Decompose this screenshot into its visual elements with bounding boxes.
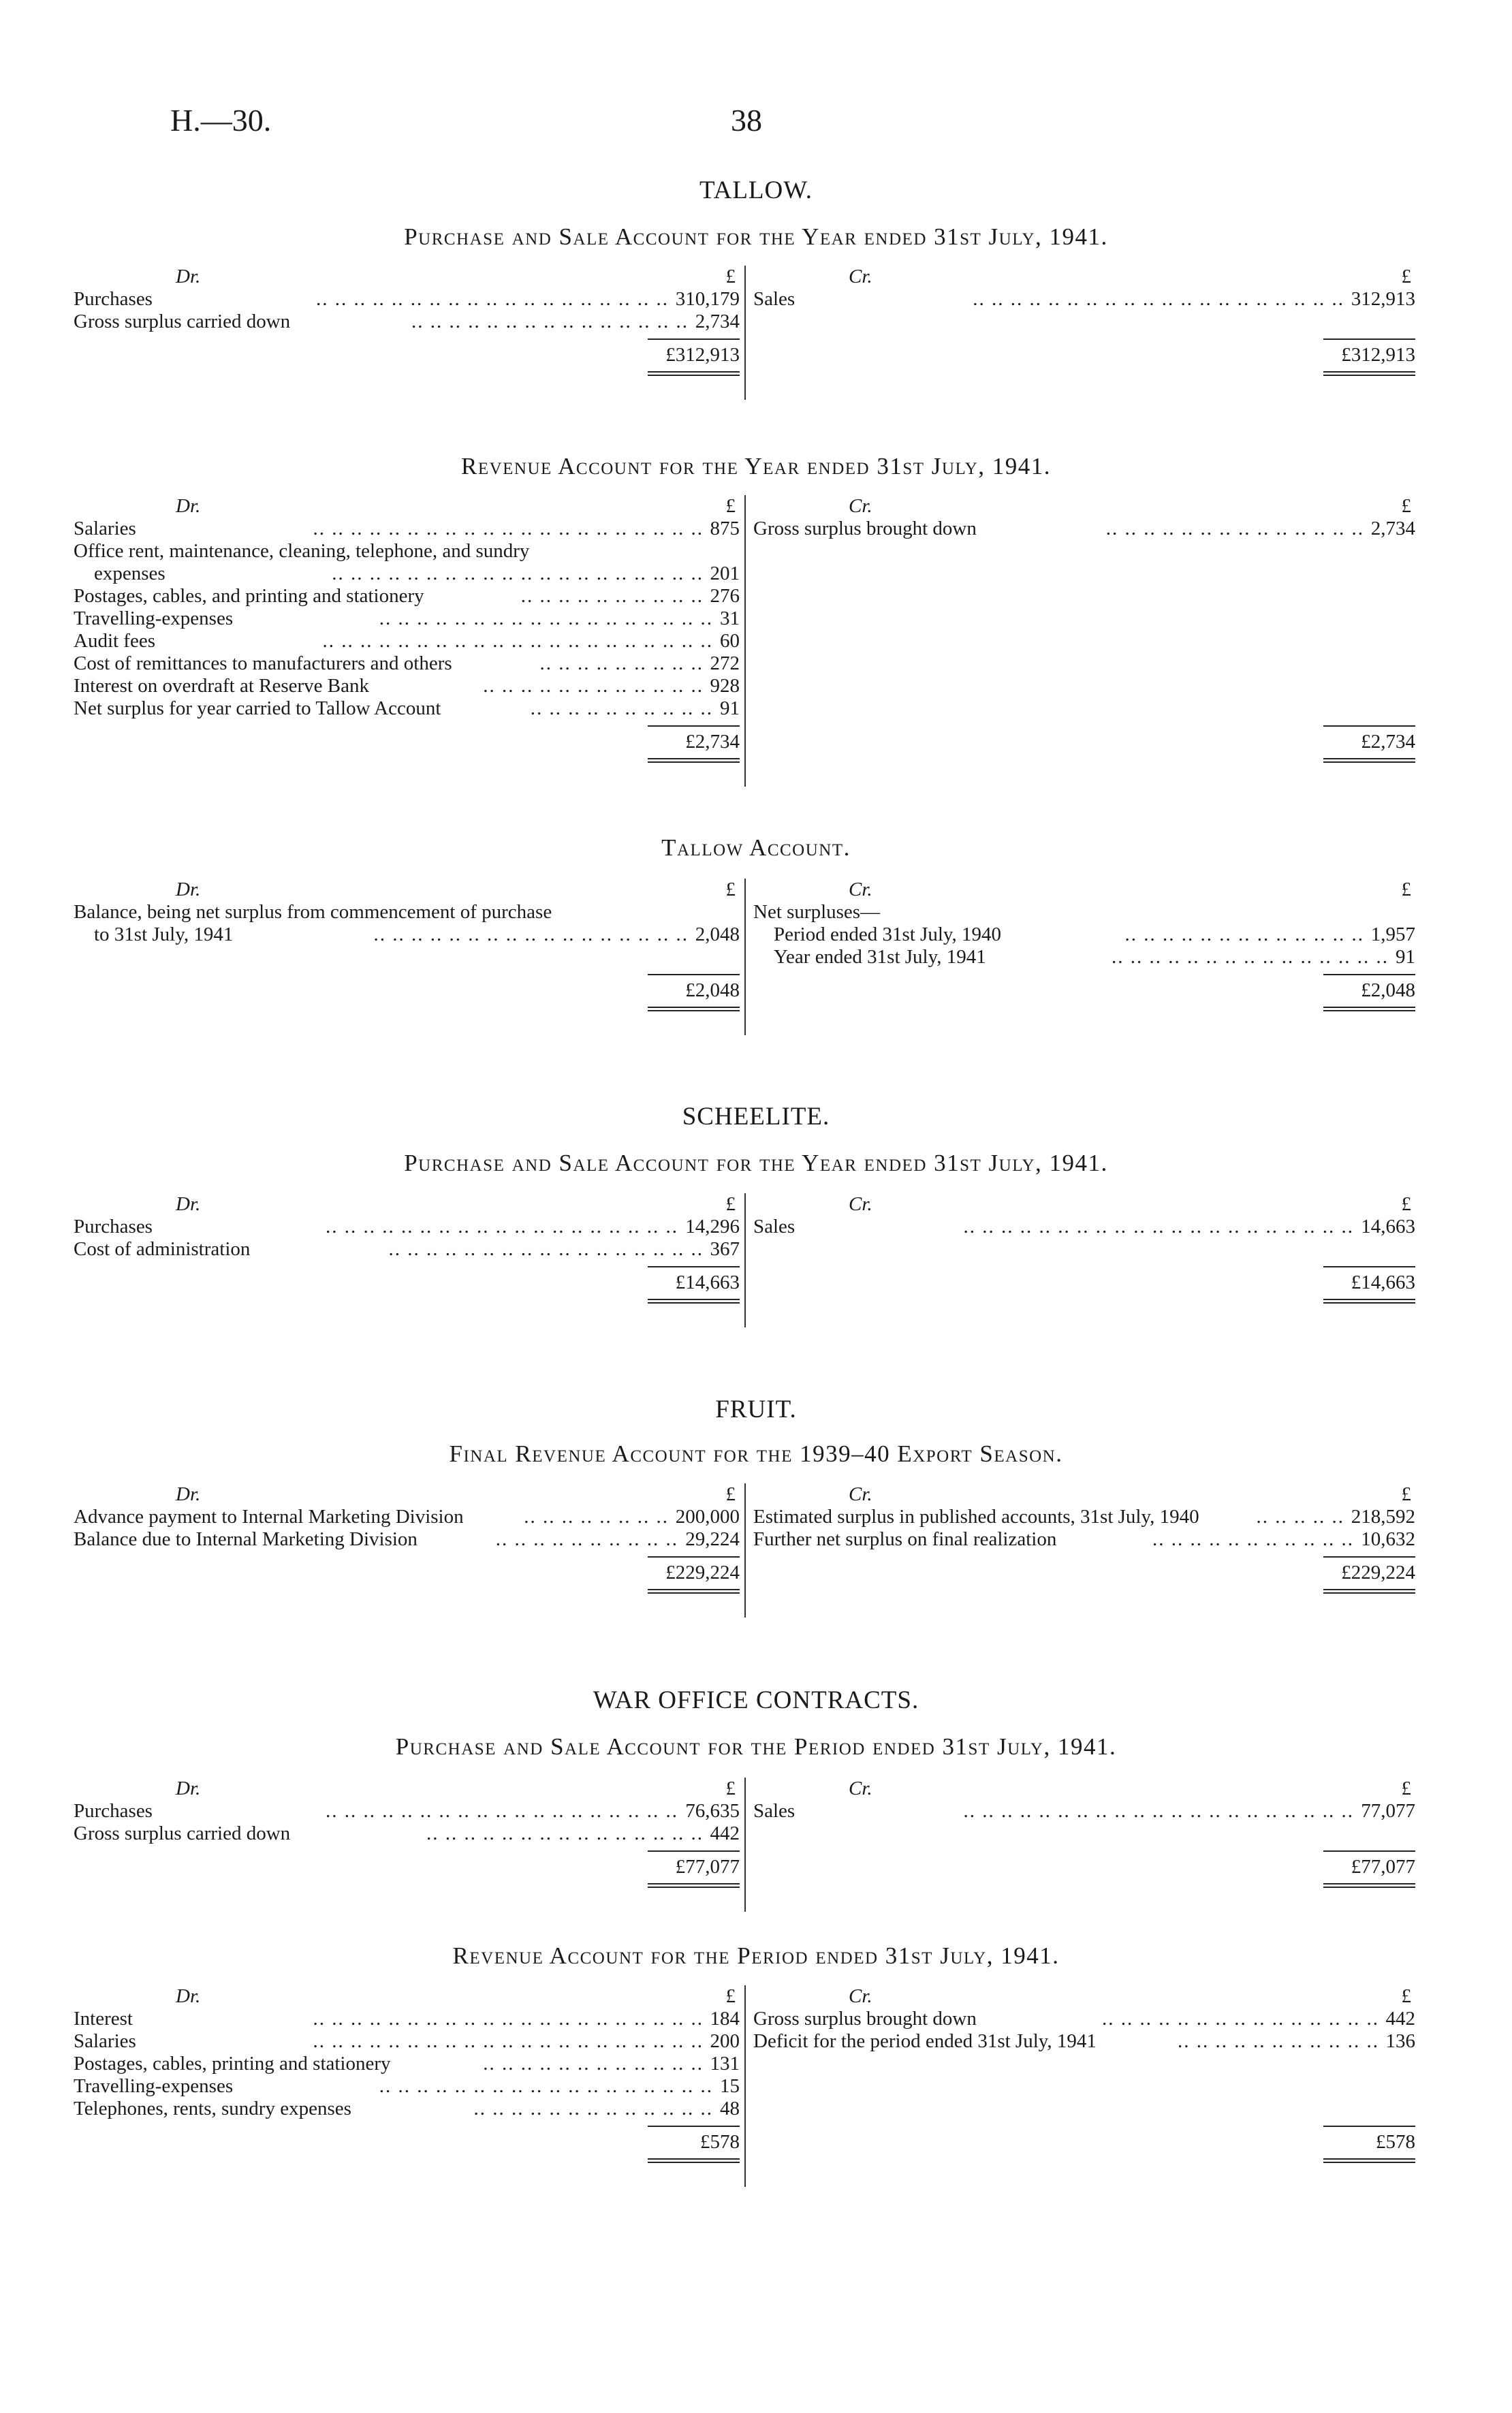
cr-total — [753, 979, 1415, 1004]
account-heading: Tallow Account. — [661, 834, 851, 861]
entry-description: Gross surplus brought down — [753, 518, 977, 539]
ledger-row — [74, 675, 740, 697]
cr-header — [753, 879, 1415, 901]
ledger-row — [753, 1238, 1415, 1261]
entry-amount: 77,077 — [1361, 1800, 1415, 1822]
entry-amount: 276 — [710, 585, 740, 607]
leader-dots: .. .. .. .. .. .. .. .. .. .. .. .. .. .. .. .. .. — [388, 1238, 704, 1260]
total-rule — [74, 333, 740, 344]
account-heading: Final Revenue Account for the 1939–40 Export Season. — [449, 1440, 1063, 1467]
leader-dots: .. .. .. .. .. .. .. .. .. .. .. .. .. .. .. — [1112, 946, 1389, 968]
account-war-office-revenue — [74, 1985, 1415, 2187]
entry-amount: 2,048 — [695, 924, 740, 945]
column-divider — [744, 879, 746, 1035]
ledger-row — [753, 2075, 1415, 2098]
dr-side — [74, 1193, 740, 1304]
double-rule — [74, 2156, 740, 2164]
leader-dots: .. .. .. .. .. .. .. .. .. .. .. .. .. .. .. .. .. — [373, 924, 689, 945]
entry-amount: 14,663 — [1361, 1216, 1415, 1237]
cr-label: Cr. — [849, 1193, 872, 1215]
ledger-row — [74, 901, 740, 924]
cr-side — [753, 879, 1415, 1012]
account-heading: Purchase and Sale Account for the Period ended 31st July, 1941. — [395, 1733, 1117, 1760]
dr-side — [74, 266, 740, 377]
ledger-row — [74, 2008, 740, 2030]
cr-total — [753, 731, 1415, 755]
ledger-row — [753, 2053, 1415, 2075]
currency-symbol: £ — [725, 879, 736, 900]
entry-amount: 131 — [710, 2053, 740, 2075]
entry-amount: 14,296 — [685, 1216, 740, 1237]
currency-symbol: £ — [725, 1193, 736, 1215]
entry-description: Salaries — [74, 518, 136, 539]
total-rule — [74, 1261, 740, 1272]
entry-description: Sales — [753, 288, 796, 310]
total-rule — [74, 1845, 740, 1856]
leader-dots: .. .. .. .. .. .. .. .. .. .. .. .. .. .. .. — [1102, 2008, 1379, 2030]
double-rule — [74, 368, 740, 377]
double-rule — [74, 1296, 740, 1304]
entry-description: Net surpluses— — [753, 901, 881, 923]
currency-symbol: £ — [1401, 266, 1411, 287]
ledger-row — [753, 1506, 1415, 1528]
total-amount: £77,077 — [675, 1856, 740, 1878]
entry-description: Interest on overdraft at Reserve Bank — [74, 675, 370, 697]
column-divider — [744, 1193, 746, 1327]
currency-symbol: £ — [1401, 879, 1411, 900]
ledger-row — [74, 2098, 740, 2120]
leader-dots: .. .. .. .. .. .. .. .. .. .. .. .. .. .. .. .. .. .. .. — [326, 1216, 678, 1237]
leader-dots: .. .. .. .. .. .. .. .. .. .. .. .. .. .. .. — [426, 1823, 704, 1844]
ledger-row — [74, 2030, 740, 2053]
dr-total — [74, 1562, 740, 1586]
cr-header — [753, 1193, 1415, 1216]
leader-dots: .. .. .. .. .. .. .. .. .. — [539, 652, 704, 674]
total-rule — [753, 1845, 1415, 1856]
total-amount: £229,224 — [1341, 1562, 1415, 1583]
dr-side — [74, 1483, 740, 1594]
ledger-row — [74, 946, 740, 968]
cr-label: Cr. — [849, 1985, 872, 2007]
ledger-row — [753, 608, 1415, 630]
cr-label: Cr. — [849, 879, 872, 900]
leader-dots: .. .. .. .. .. .. .. .. .. .. .. .. .. .. .. .. .. .. .. .. .. — [313, 2008, 704, 2030]
leader-dots: .. .. .. .. .. .. .. .. .. .. — [530, 697, 713, 719]
entry-amount: 2,734 — [1370, 518, 1415, 539]
dr-side — [74, 1985, 740, 2164]
page-header — [0, 102, 1512, 143]
cr-total — [753, 1856, 1415, 1880]
leader-dots: .. .. .. .. .. .. .. .. .. .. .. .. .. .. .. .. .. .. .. .. .. — [963, 1800, 1354, 1822]
leader-dots: .. .. .. .. .. .. .. .. .. .. .. .. .. .. .. — [411, 311, 689, 332]
double-rule — [753, 1296, 1415, 1304]
cr-total — [753, 1562, 1415, 1586]
entry-description: Purchases — [74, 1800, 153, 1822]
ledger-row — [74, 288, 740, 311]
cr-side — [753, 1483, 1415, 1594]
ledger-row — [74, 1800, 740, 1823]
ledger-row — [753, 1823, 1415, 1845]
ledger-row — [753, 2030, 1415, 2053]
leader-dots: .. .. .. .. .. .. .. .. .. .. .. .. .. .. .. .. .. .. .. .. .. — [963, 1216, 1354, 1237]
entry-description: Sales — [753, 1216, 796, 1237]
total-rule — [753, 720, 1415, 731]
entry-description: Purchases — [74, 288, 153, 310]
entry-description: Further net surplus on final realization — [753, 1528, 1057, 1550]
leader-dots: .. .. .. .. .. — [1256, 1506, 1344, 1528]
ledger-row — [74, 697, 740, 720]
entry-amount: 442 — [710, 1823, 740, 1844]
section-title-scheelite: SCHEELITE. — [682, 1103, 830, 1131]
entry-amount: 201 — [710, 563, 740, 584]
leader-dots: .. .. .. .. .. .. .. .. .. .. .. .. .. .. .. .. .. .. .. — [326, 1800, 678, 1822]
entry-description: Cost of administration — [74, 1238, 251, 1260]
entry-description: Postages, cables, and printing and stationery — [74, 585, 424, 607]
dr-header — [74, 266, 740, 288]
leader-dots: .. .. .. .. .. .. .. .. .. .. .. .. .. .. .. .. .. .. .. .. .. — [313, 518, 704, 539]
column-divider — [744, 1778, 746, 1912]
account-heading: Revenue Account for the Period ended 31st July, 1941. — [452, 1942, 1060, 1969]
account-fruit-final-revenue — [74, 1483, 1415, 1618]
column-divider — [744, 1483, 746, 1618]
account-tallow-revenue — [74, 495, 1415, 787]
total-amount: £14,663 — [1351, 1272, 1415, 1293]
entry-amount: 1,957 — [1370, 924, 1415, 945]
ledger-row — [753, 924, 1415, 946]
cr-label: Cr. — [849, 495, 872, 517]
entry-description: Advance payment to Internal Marketing Division — [74, 1506, 464, 1528]
entry-description: Cost of remittances to manufacturers and others — [74, 652, 452, 674]
dr-header — [74, 879, 740, 901]
double-rule — [753, 1004, 1415, 1012]
entry-amount: 10,632 — [1361, 1528, 1415, 1550]
currency-symbol: £ — [1401, 1985, 1411, 2007]
cr-header — [753, 1985, 1415, 2008]
total-amount: £578 — [700, 2131, 740, 2153]
entry-description: Gross surplus carried down — [74, 311, 291, 332]
total-amount: £77,077 — [1351, 1856, 1415, 1878]
total-amount: £2,734 — [685, 731, 740, 753]
entry-description: Telephones, rents, sundry expenses — [74, 2098, 351, 2119]
dr-label: Dr. — [176, 1985, 201, 2007]
currency-symbol: £ — [725, 266, 736, 287]
leader-dots: .. .. .. .. .. .. .. .. .. .. .. .. .. .. .. .. .. .. .. .. — [332, 563, 704, 584]
dr-side — [74, 1778, 740, 1889]
currency-symbol: £ — [725, 1778, 736, 1799]
ledger-row — [74, 2053, 740, 2075]
dr-label: Dr. — [176, 879, 201, 900]
page-reference: H.—30. — [170, 103, 272, 138]
currency-symbol: £ — [725, 495, 736, 517]
leader-dots: .. .. .. .. .. .. .. .. .. .. .. .. .. — [1124, 924, 1364, 945]
entry-description: Gross surplus carried down — [74, 1823, 291, 1844]
account-heading: Purchase and Sale Account for the Year ended 31st July, 1941. — [404, 1150, 1108, 1176]
entry-description: Salaries — [74, 2030, 136, 2052]
double-rule — [74, 755, 740, 763]
total-rule — [753, 2120, 1415, 2131]
cr-label: Cr. — [849, 1778, 872, 1799]
entry-description: Gross surplus brought down — [753, 2008, 977, 2030]
entry-amount: 29,224 — [685, 1528, 740, 1550]
account-heading: Purchase and Sale Account for the Year ended 31st July, 1941. — [404, 223, 1108, 250]
cr-total — [753, 344, 1415, 368]
total-rule — [74, 968, 740, 979]
entry-description: Travelling-expenses — [74, 2075, 234, 2097]
dr-side — [74, 879, 740, 1012]
dr-total — [74, 2131, 740, 2156]
entry-description: Deficit for the period ended 31st July, 1941 — [753, 2030, 1097, 2052]
entry-description: Year ended 31st July, 1941 — [774, 946, 986, 968]
ledger-row — [753, 1528, 1415, 1551]
ledger-row — [753, 675, 1415, 697]
leader-dots: .. .. .. .. .. .. .. .. .. .. .. — [1152, 1528, 1354, 1550]
dr-label: Dr. — [176, 266, 201, 287]
ledger-row — [74, 2075, 740, 2098]
entry-amount: 91 — [720, 697, 740, 719]
ledger-row — [74, 1238, 740, 1261]
dr-side — [74, 495, 740, 763]
total-rule — [753, 1551, 1415, 1562]
total-amount: £14,663 — [675, 1272, 740, 1293]
cr-header — [753, 266, 1415, 288]
ledger-row — [753, 697, 1415, 720]
leader-dots: .. .. .. .. .. .. .. .. .. .. — [520, 585, 704, 607]
entry-description: expenses — [94, 563, 166, 584]
page-number: 38 — [731, 103, 762, 138]
entry-amount: 312,913 — [1351, 288, 1415, 310]
cr-header — [753, 495, 1415, 518]
entry-description: Office rent, maintenance, cleaning, telephone, and sundry — [74, 540, 530, 562]
double-rule — [74, 1880, 740, 1889]
entry-amount: 76,635 — [685, 1800, 740, 1822]
dr-label: Dr. — [176, 495, 201, 517]
leader-dots: .. .. .. .. .. .. .. .. .. .. .. .. .. — [473, 2098, 713, 2119]
entry-description: to 31st July, 1941 — [94, 924, 234, 945]
entry-amount: 31 — [720, 608, 740, 629]
entry-description: Sales — [753, 1800, 796, 1822]
dr-total — [74, 979, 740, 1004]
leader-dots: .. .. .. .. .. .. .. .. — [524, 1506, 669, 1528]
total-amount: £2,734 — [1361, 731, 1415, 753]
dr-header — [74, 495, 740, 518]
cr-total — [753, 1272, 1415, 1296]
entry-amount: 200 — [710, 2030, 740, 2052]
account-heading: Revenue Account for the Year ended 31st July, 1941. — [460, 453, 1052, 479]
account-tallow-purchase-sale — [74, 266, 1415, 400]
section-title-tallow: TALLOW. — [699, 176, 813, 204]
total-rule — [753, 968, 1415, 979]
entry-amount: 2,734 — [695, 311, 740, 332]
cr-side — [753, 1985, 1415, 2164]
column-divider — [744, 495, 746, 787]
dr-header — [74, 1193, 740, 1216]
leader-dots: .. .. .. .. .. .. .. .. .. .. .. .. .. .. .. .. .. .. — [379, 2075, 713, 2097]
total-amount: £578 — [1376, 2131, 1415, 2153]
cr-side — [753, 495, 1415, 763]
entry-amount: 60 — [720, 630, 740, 652]
ledger-row — [753, 518, 1415, 540]
currency-symbol: £ — [1401, 1483, 1411, 1505]
entry-description: Purchases — [74, 1216, 153, 1237]
ledger-row — [74, 1506, 740, 1528]
entry-amount: 136 — [1385, 2030, 1415, 2052]
account-war-office-purchase-sale — [74, 1778, 1415, 1912]
entry-description: Period ended 31st July, 1940 — [774, 924, 1002, 945]
cr-total — [753, 2131, 1415, 2156]
entry-description: Estimated surplus in published accounts, 31st July, 1940 — [753, 1506, 1199, 1528]
entry-amount: 218,592 — [1351, 1506, 1415, 1528]
leader-dots: .. .. .. .. .. .. .. .. .. .. .. .. .. .. .. .. .. .. .. — [316, 288, 669, 310]
dr-label: Dr. — [176, 1193, 201, 1215]
currency-symbol: £ — [1401, 1193, 1411, 1215]
entry-description: Net surplus for year carried to Tallow Account — [74, 697, 441, 719]
dr-label: Dr. — [176, 1778, 201, 1799]
ledger-row — [753, 652, 1415, 675]
ledger-row — [74, 311, 740, 333]
entry-description: Balance due to Internal Marketing Division — [74, 1528, 418, 1550]
ledger-row — [74, 1528, 740, 1551]
entry-amount: 184 — [710, 2008, 740, 2030]
entry-amount: 272 — [710, 652, 740, 674]
total-rule — [74, 720, 740, 731]
entry-amount: 91 — [1396, 946, 1415, 968]
section-title-fruit: FRUIT. — [715, 1395, 797, 1423]
ledger-row — [753, 1800, 1415, 1823]
ledger-row — [753, 901, 1415, 924]
total-amount: £229,224 — [665, 1562, 740, 1583]
dr-total — [74, 1272, 740, 1296]
column-divider — [744, 1985, 746, 2187]
ledger-row — [753, 1216, 1415, 1238]
cr-label: Cr. — [849, 1483, 872, 1505]
leader-dots: .. .. .. .. .. .. .. .. .. .. .. .. — [483, 675, 704, 697]
section-title-war-office-contracts: WAR OFFICE CONTRACTS. — [593, 1686, 919, 1714]
leader-dots: .. .. .. .. .. .. .. .. .. .. .. .. .. .. .. .. .. .. — [379, 608, 713, 629]
cr-side — [753, 266, 1415, 377]
total-amount: £312,913 — [665, 344, 740, 366]
entry-description: Audit fees — [74, 630, 155, 652]
entry-amount: 442 — [1385, 2008, 1415, 2030]
double-rule — [753, 368, 1415, 377]
entry-amount: 48 — [720, 2098, 740, 2119]
currency-symbol: £ — [1401, 1778, 1411, 1799]
cr-label: Cr. — [849, 266, 872, 287]
ledger-row — [74, 518, 740, 540]
total-rule — [753, 1261, 1415, 1272]
entry-amount: 310,179 — [675, 288, 740, 310]
cr-side — [753, 1193, 1415, 1304]
leader-dots: .. .. .. .. .. .. .. .. .. .. .. .. .. .. .. .. .. .. .. .. .. — [313, 2030, 704, 2052]
leader-dots: .. .. .. .. .. .. .. .. .. .. .. .. .. .. .. .. .. .. .. .. .. — [322, 630, 713, 652]
total-amount: £2,048 — [685, 979, 740, 1001]
ledger-row — [74, 540, 740, 563]
currency-symbol: £ — [725, 1483, 736, 1505]
entry-amount: 15 — [720, 2075, 740, 2097]
ledger-row — [753, 563, 1415, 585]
total-rule — [753, 333, 1415, 344]
ledger-row — [74, 1216, 740, 1238]
entry-amount: 875 — [710, 518, 740, 539]
entry-amount: 200,000 — [675, 1506, 740, 1528]
dr-total — [74, 731, 740, 755]
double-rule — [74, 1586, 740, 1594]
currency-symbol: £ — [1401, 495, 1411, 517]
ledger-row — [74, 585, 740, 608]
entry-amount: 928 — [710, 675, 740, 697]
account-scheelite-purchase-sale — [74, 1193, 1415, 1327]
entry-description: Interest — [74, 2008, 133, 2030]
ledger-row — [753, 311, 1415, 333]
leader-dots: .. .. .. .. .. .. .. .. .. .. .. .. .. .. — [1105, 518, 1364, 539]
total-amount: £2,048 — [1361, 979, 1415, 1001]
ledger-row — [74, 1823, 740, 1845]
entry-description: Travelling-expenses — [74, 608, 234, 629]
total-amount: £312,913 — [1341, 344, 1415, 366]
cr-header — [753, 1778, 1415, 1800]
double-rule — [753, 1586, 1415, 1594]
double-rule — [753, 2156, 1415, 2164]
dr-total — [74, 344, 740, 368]
ledger-row — [74, 924, 740, 946]
leader-dots: .. .. .. .. .. .. .. .. .. .. .. — [1178, 2030, 1379, 2052]
total-rule — [74, 1551, 740, 1562]
ledger-row — [753, 288, 1415, 311]
double-rule — [753, 755, 1415, 763]
entry-amount: 367 — [710, 1238, 740, 1260]
ledger-row — [753, 2008, 1415, 2030]
leader-dots: .. .. .. .. .. .. .. .. .. .. .. .. — [483, 2053, 704, 2075]
ledger-row — [74, 608, 740, 630]
ledger-row — [753, 585, 1415, 608]
dr-label: Dr. — [176, 1483, 201, 1505]
entry-description: Balance, being net surplus from commencement of purchase — [74, 901, 552, 923]
ledger-row — [74, 630, 740, 652]
column-divider — [744, 266, 746, 400]
leader-dots: .. .. .. .. .. .. .. .. .. .. — [495, 1528, 678, 1550]
dr-header — [74, 1985, 740, 2008]
ledger-row — [753, 2098, 1415, 2120]
cr-side — [753, 1778, 1415, 1889]
double-rule — [753, 1880, 1415, 1889]
entry-description: Postages, cables, printing and stationery — [74, 2053, 391, 2075]
ledger-row — [753, 540, 1415, 563]
ledger-row — [74, 563, 740, 585]
currency-symbol: £ — [725, 1985, 736, 2007]
account-tallow-account — [74, 879, 1415, 1035]
ledger-row — [74, 652, 740, 675]
dr-header — [74, 1483, 740, 1506]
dr-header — [74, 1778, 740, 1800]
total-rule — [74, 2120, 740, 2131]
cr-header — [753, 1483, 1415, 1506]
leader-dots: .. .. .. .. .. .. .. .. .. .. .. .. .. .. .. .. .. .. .. .. — [973, 288, 1344, 310]
ledger-row — [753, 630, 1415, 652]
dr-total — [74, 1856, 740, 1880]
double-rule — [74, 1004, 740, 1012]
ledger-row — [753, 946, 1415, 968]
